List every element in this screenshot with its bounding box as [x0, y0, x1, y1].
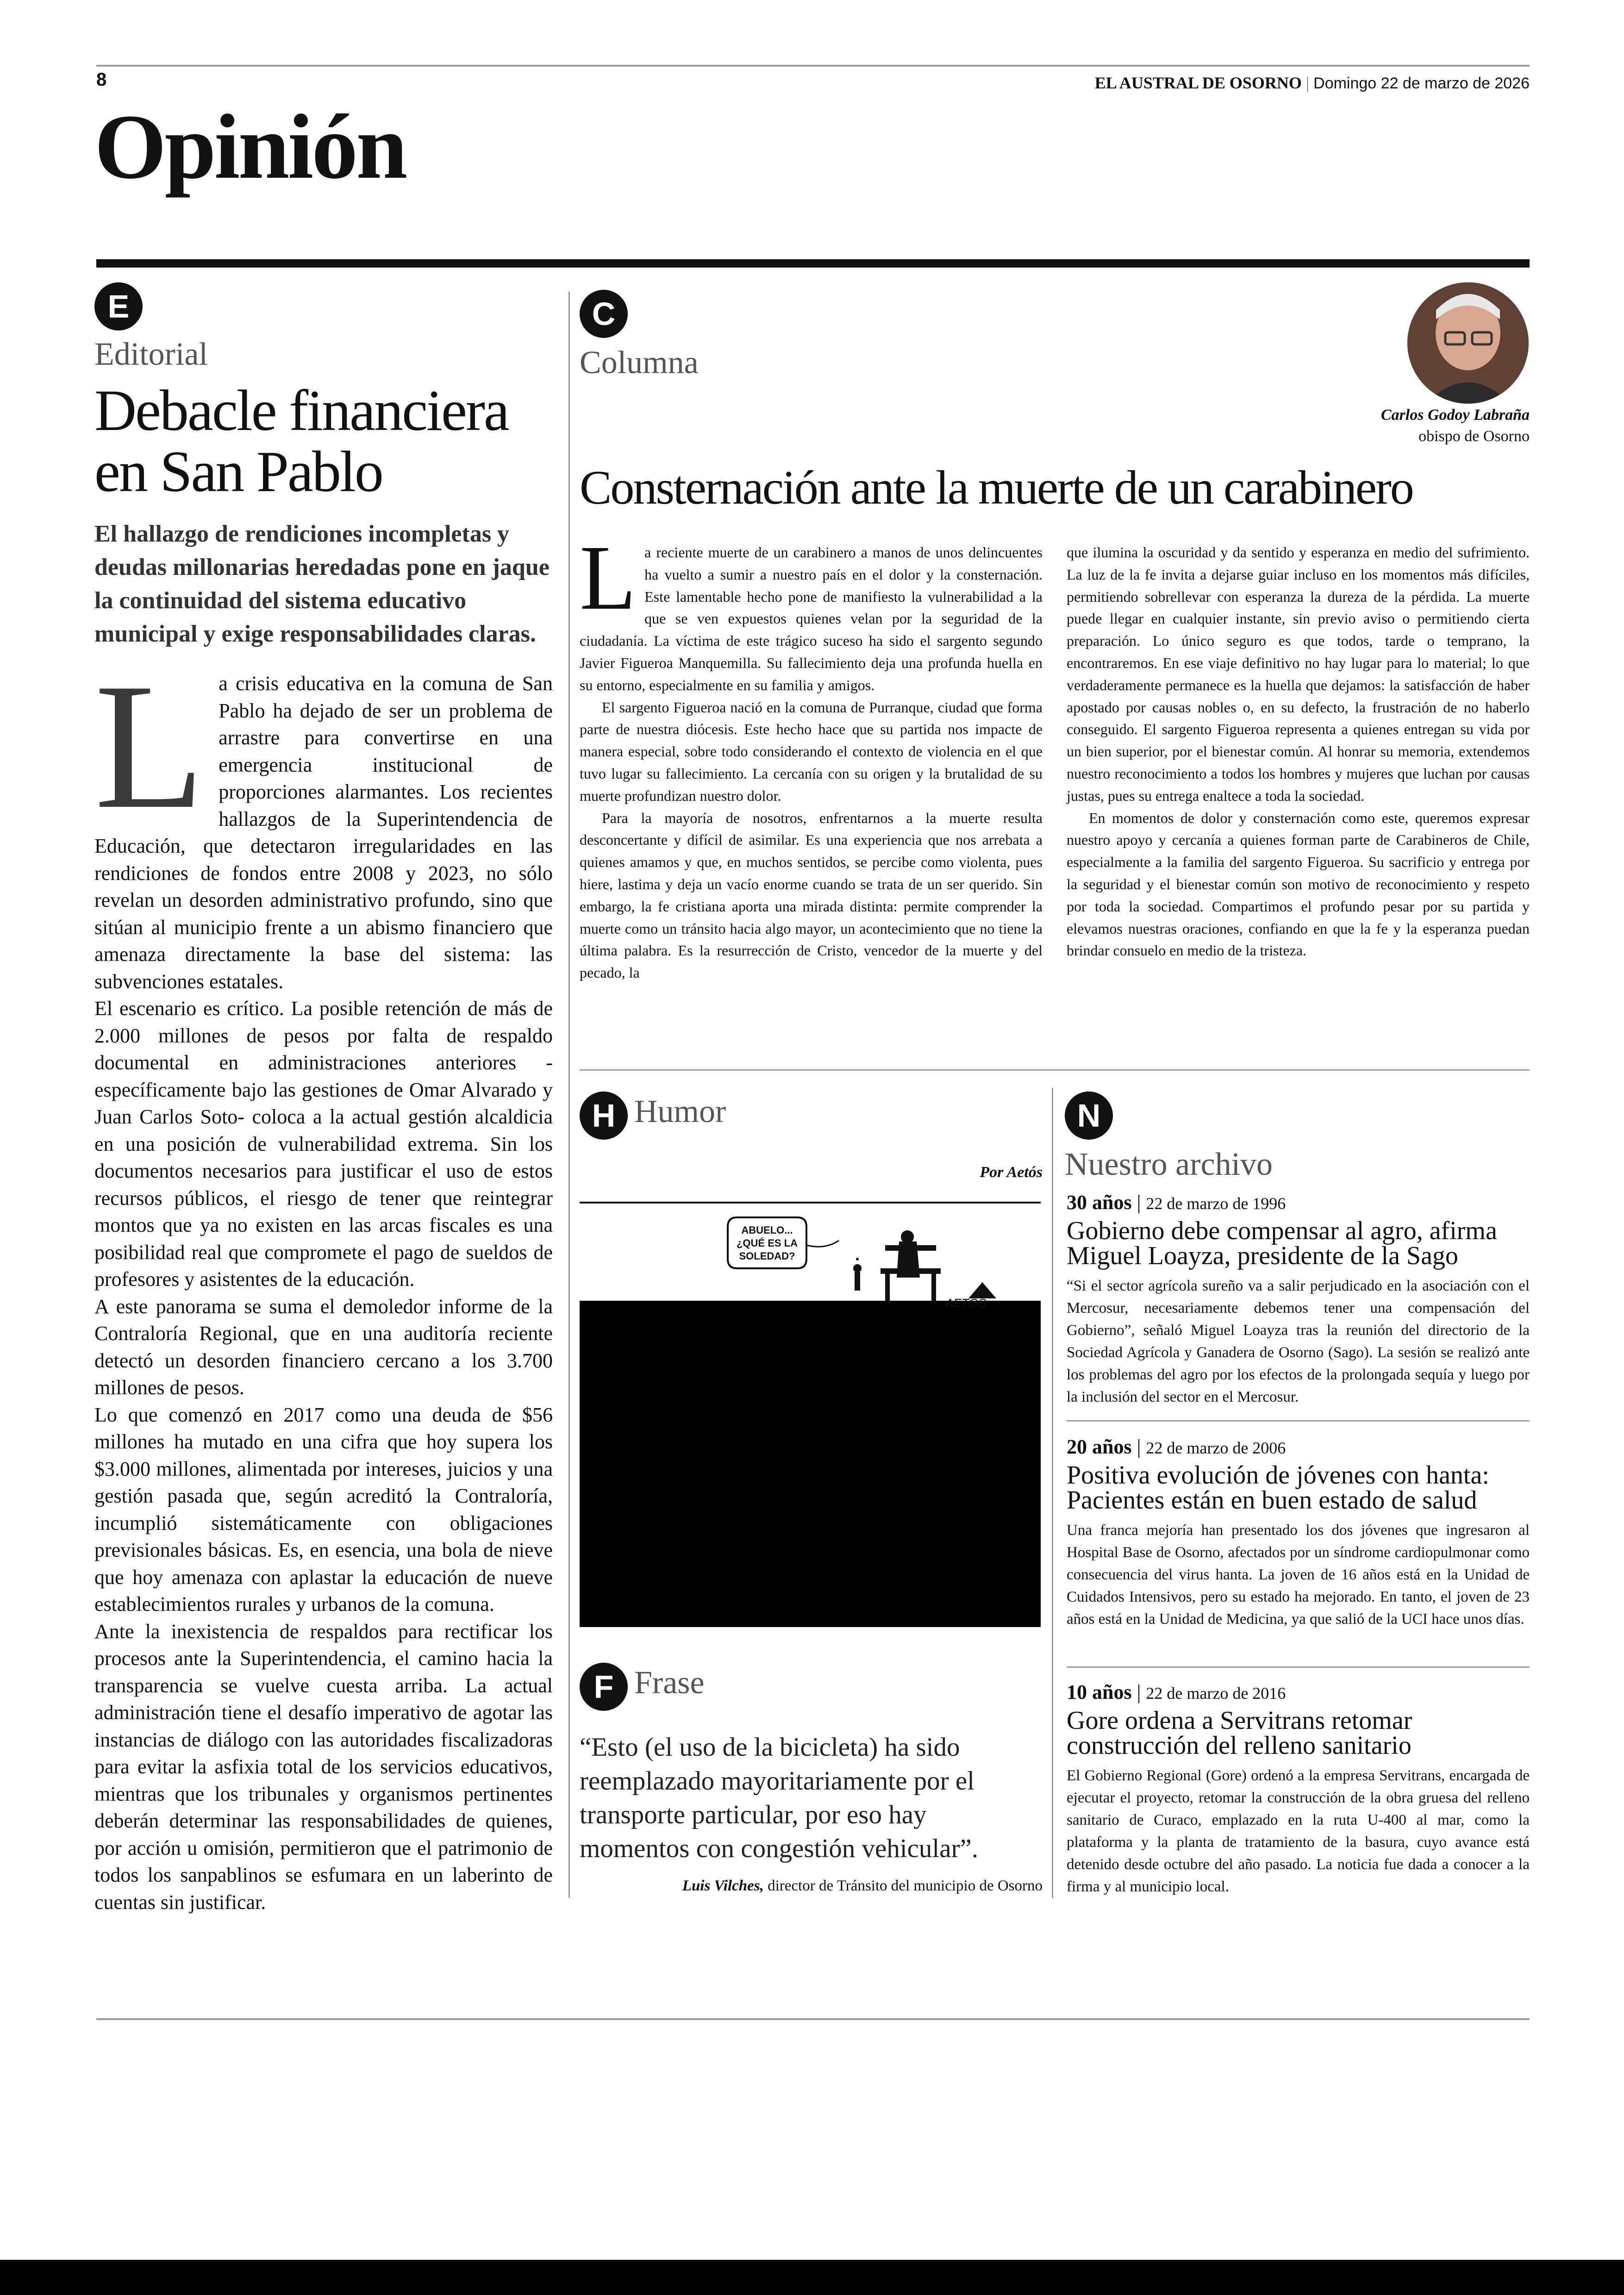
archivo-title: Gobierno debe compensar al agro, afirma Miguel Loayza, presidente de la Sago: [1067, 1216, 1497, 1270]
editorial-title: Debacle financiera en San Pablo: [94, 379, 508, 504]
editorial-dropcap: L: [94, 646, 205, 846]
editorial-paragraph: Lo que comenzó en 2017 como una deuda de $56 millones ha mutado en una cifra que hoy supera los $3.000 millones, alimentada por intereses, juicios y una gestión pasada que, según acreditó la Contraloría, incumplió sistemáticamente con obligaciones previsionales básicas. Es, en esencia, una bola de nieve que hoy amenaza con aplastar la educación de nueve establecimientos rurales y urbanos de la comuna.: [94, 1403, 553, 1615]
column-divider-left: [568, 292, 570, 1898]
archivo-divider: [1067, 1666, 1530, 1668]
columna-label: Columna: [580, 345, 699, 380]
archivo-item: [1067, 1190, 1530, 1408]
archivo-title: Gore ordena a Servitrans retomar construcción del relleno sanitario: [1067, 1706, 1412, 1760]
speech-bubble-text: [728, 1224, 806, 1263]
columna-title: Consternación ante la muerte de un carabinero: [580, 461, 1413, 514]
author-name: Carlos Godoy Labraña: [1380, 406, 1530, 424]
humor-credit: Por Aetós: [980, 1164, 1043, 1181]
frase-attribution: [682, 1877, 1043, 1895]
columna-dropcap: L: [580, 527, 637, 629]
archivo-body: “Si el sector agrícola sureño va a salir perjudicado en la asociación con el Mercosur, necesariamente debemos tener una compensación del Gobierno”, señaló Miguel Loayza tras la reunión del directorio de la Sociedad Agrícola y Ganadera de Osorno (Sago). La sesión se realizó ante los problemas del agro por los efectos de la prolongada sequía y luego por la inclusión del sector en el Mercosur.: [1067, 1278, 1530, 1405]
author-avatar: [1407, 282, 1529, 404]
columna-paragraph: En momentos de dolor y consternación como este, queremos expresar nuestro apoyo y cercanía a quienes forman parte de Carabineros de Chile, especialmente a la familia del sargento Figueroa. Su sacrificio y entrega por la seguridad y el bienestar común son motivo de reconocimiento y respeto por toda la sociedad. Compartimos el profundo pesar por su partida y elevamos nuestras oraciones, confiando en que la fe y la esperanza puedan brindar consuelo en medio de la tristeza.: [1067, 809, 1530, 959]
frase-label: Frase: [634, 1665, 705, 1701]
editorial-badge: E: [94, 282, 143, 331]
frase-badge: F: [580, 1663, 628, 1711]
columna-body-col1: [580, 527, 1043, 984]
editorial-lead: El hallazgo de rendiciones incompletas y deudas millonarias heredadas pone en jaque la continuidad del sistema educativo municipal y exige responsabilidades claras.: [94, 521, 550, 647]
speech-line: ¿QUÉ ES LA: [736, 1237, 798, 1249]
columna-paragraph: Para la mayoría de nosotros, enfrentarnos a la muerte resulta desconcertante y difícil de asimilar. Es una experiencia que nos arrebata a quienes amamos y que, en muchos sentidos, se percibe como violenta, pues hiere, lastima y deja un vacío enorme cuando se trata de un ser querido. Sin embargo, la fe cristiana aporta una mirada distinta: permite comprender la muerte como un tránsito hacia algo mayor, un acontecimiento que no tiene la última palabra. Es la resurrección de Cristo, vencedor de la muerte y del pecado, la: [580, 809, 1043, 981]
cartoon-signature: AETÓS: [945, 1296, 987, 1310]
editorial-body: [94, 646, 553, 1916]
archivo-date: 22 de marzo de 1996: [1146, 1194, 1286, 1213]
archivo-years: 10 años: [1067, 1681, 1132, 1703]
archivo-item: [1067, 1679, 1530, 1898]
archivo-body: El Gobierno Regional (Gore) ordenó a la empresa Servitrans, encargada de ejecutar el proyecto, retomar la construcción de la obra gruesa del relleno sanitario de Curaco, emplazado en la ruta U-400 al mar, como la plataforma y la planta de tratamiento de la basura, cuyo avance está detenido desde octubre del año pasado. La noticia fue dada a conocer a la firma y al municipio local.: [1067, 1767, 1530, 1895]
frase-author-role: director de Tránsito del municipio de Osorno: [763, 1877, 1043, 1894]
editorial-label: Editorial: [94, 337, 208, 372]
archivo-item-header: [1067, 1190, 1530, 1216]
archivo-title: Positiva evolución de jóvenes con hanta: Pacientes están en buen estado de salud: [1067, 1461, 1489, 1515]
speech-line: ABUELO...: [741, 1224, 793, 1236]
editorial-paragraph: a crisis educativa en la comuna de San Pablo ha dejado de ser un problema de arrastre para convertirse en una emergencia institucional de proporciones alarmantes. Los recientes hallazgos de la Superintendencia de Educación, que detectaron irregularidades en las rendiciones de fondos entre 2008 y 2023, no sólo revelan un desorden administrativo profundo, sino que sitúan al municipio frente a un abismo financiero que amenaza directamente la base del sistema: las subvenciones estatales.: [94, 672, 553, 993]
columna-paragraph: a reciente muerte de un carabinero a manos de unos delincuentes ha vuelto a sumir a nuestro país en el dolor y la consternación. Este lamentable hecho pone de manifiesto la vulnerabilidad a la que se ven expuestos quienes velan por la seguridad de la ciudadanía. La víctima de este trágico suceso ha sido el sargento segundo Javier Figueroa Manquemilla. Su fallecimiento deja una profunda huella en su entorno, especialmente en su familia y amigos.: [580, 544, 1043, 693]
columna-badge: C: [580, 290, 628, 338]
archivo-item-header: [1067, 1434, 1530, 1461]
humor-label: Humor: [634, 1094, 726, 1129]
archivo-years: 30 años: [1067, 1191, 1132, 1214]
archivo-divider: [1067, 1420, 1530, 1422]
separator: |: [1131, 1681, 1146, 1703]
cartoon-drawing: [580, 1204, 1041, 1342]
page-number: 8: [96, 69, 107, 90]
speech-line: SOLEDAD?: [739, 1250, 795, 1262]
humor-badge: H: [580, 1091, 628, 1140]
frase-quote: “Esto (el uso de la bicicleta) ha sido reemplazado mayoritariamente por el transporte particular, por eso hay momentos con congestión vehicular”.: [580, 1733, 979, 1863]
editorial-paragraph: A este panorama se suma el demoledor informe de la Contraloría Regional, que en una auditoría reciente detectó un desorden financiero cercano a los 3.700 millones de pesos.: [94, 1295, 553, 1399]
issue-date: Domingo 22 de marzo de 2026: [1313, 75, 1530, 92]
archivo-label: Nuestro archivo: [1065, 1147, 1273, 1182]
separator: |: [1131, 1191, 1146, 1214]
author-role: obispo de Osorno: [1418, 428, 1530, 445]
separator: |: [1305, 74, 1314, 92]
editorial-paragraph: El escenario es crítico. La posible retención de más de 2.000 millones de pesos por falta de respaldo documental en administraciones anteriores -específicamente bajo las gestiones de Omar Alvarado y Juan Carlos Soto- coloca a la actual gestión alcaldicia en una posición de vulnerabilidad extrema. Sin los documentos necesarios para justificar el uso de estos recursos públicos, el riesgo de tener que reintegrar montos que ya no existen en las arcas fiscales es una posibilidad real que compromete el pago de sueldos de profesores y asistentes de la educación.: [94, 997, 553, 1291]
column-divider-right: [1052, 1088, 1053, 1898]
section-rule: [96, 259, 1530, 268]
bottom-bar: [0, 2260, 1624, 2295]
masthead: [1095, 73, 1530, 93]
archivo-date: 22 de marzo de 2006: [1146, 1439, 1286, 1457]
separator: |: [1131, 1435, 1146, 1458]
archivo-date: 22 de marzo de 2016: [1146, 1684, 1286, 1703]
archivo-item: [1067, 1434, 1530, 1630]
editorial-paragraph: Ante la inexistencia de respaldos para rectificar los procesos ante la Superintendencia, el camino hacia la transparencia se vuelve cuesta arriba. La actual administración tiene el desafío imperativo de agotar las instancias de diálogo con las autoridades fiscalizadoras para evitar la asfixia total de los servicios educativos, mientras que los tribunales y organismos pertinentes deberán determinar las responsabilidades de quienes, por acción u omisión, permitieron que el patrimonio de todos los sanpablinos se esfumara en un laberinto de cuentas sin justificar.: [94, 1620, 553, 1914]
columna-paragraph: que ilumina la oscuridad y da sentido y esperanza en medio del sufrimiento. La luz de la fe invita a dejarse guiar incluso en los momentos más difíciles, permitiendo sobrellevar con esperanza la dureza de la pérdida. La muerte puede llegar en cualquier instante, sin previo aviso o permitiendo cierta preparación. Lo único seguro es que todos, tarde o temprano, la encontraremos. En ese viaje definitivo no hay lugar para lo material; lo que verdaderamente permanece es la huella que dejamos: la satisfacción de haber apostado por causas nobles o, en su defecto, la frustración de no haberlo conseguido. El sargento Figueroa representa a quienes entregan su vida por un bien superior, por el bienestar común. Al honrar su memoria, extendemos nuestro reconocimiento a todos los hombres y mujeres que luchan por causas justas, pues su entrega enaltece a toda la sociedad.: [1067, 544, 1530, 804]
newspaper-name: EL AUSTRAL DE OSORNO: [1094, 74, 1302, 92]
columna-paragraph: El sargento Figueroa nació en la comuna de Purranque, ciudad que forma parte de nuestra diócesis. Este hecho hace que su partida nos impacte de manera especial, sobre todo considerando el contexto de violencia en el que tuvo lugar su fallecimiento. La cercanía con su origen y la brutalidad de su muerte profundizan nuestro dolor.: [580, 698, 1043, 804]
bottom-rule: [96, 2018, 1530, 2020]
cartoon: [580, 1204, 1041, 1627]
section-title: Opinión: [94, 96, 406, 198]
top-rule: [96, 65, 1530, 67]
archivo-body: Una franca mejoría han presentado los dos jóvenes que ingresaron al Hospital Base de Osorno, afectados por un síndrome cardiopulmonar como consecuencia del virus hanta. La joven de 16 años está en la Unidad de Cuidados Intensivos, pero su estado ha mejorado. En tanto, el joven de 23 años está en la Unidad de Medicina, ya que salió de la UCI hace unos días.: [1067, 1522, 1530, 1628]
frase-author: Luis Vilches,: [682, 1877, 764, 1894]
cartoon-ground: [580, 1301, 1041, 1627]
archivo-years: 20 años: [1067, 1435, 1132, 1458]
columna-bottom-rule: [580, 1069, 1530, 1071]
archivo-item-header: [1067, 1679, 1530, 1706]
archivo-badge: N: [1065, 1091, 1113, 1140]
columna-body-col2: [1067, 542, 1530, 962]
author-portrait-icon: [1407, 282, 1529, 404]
